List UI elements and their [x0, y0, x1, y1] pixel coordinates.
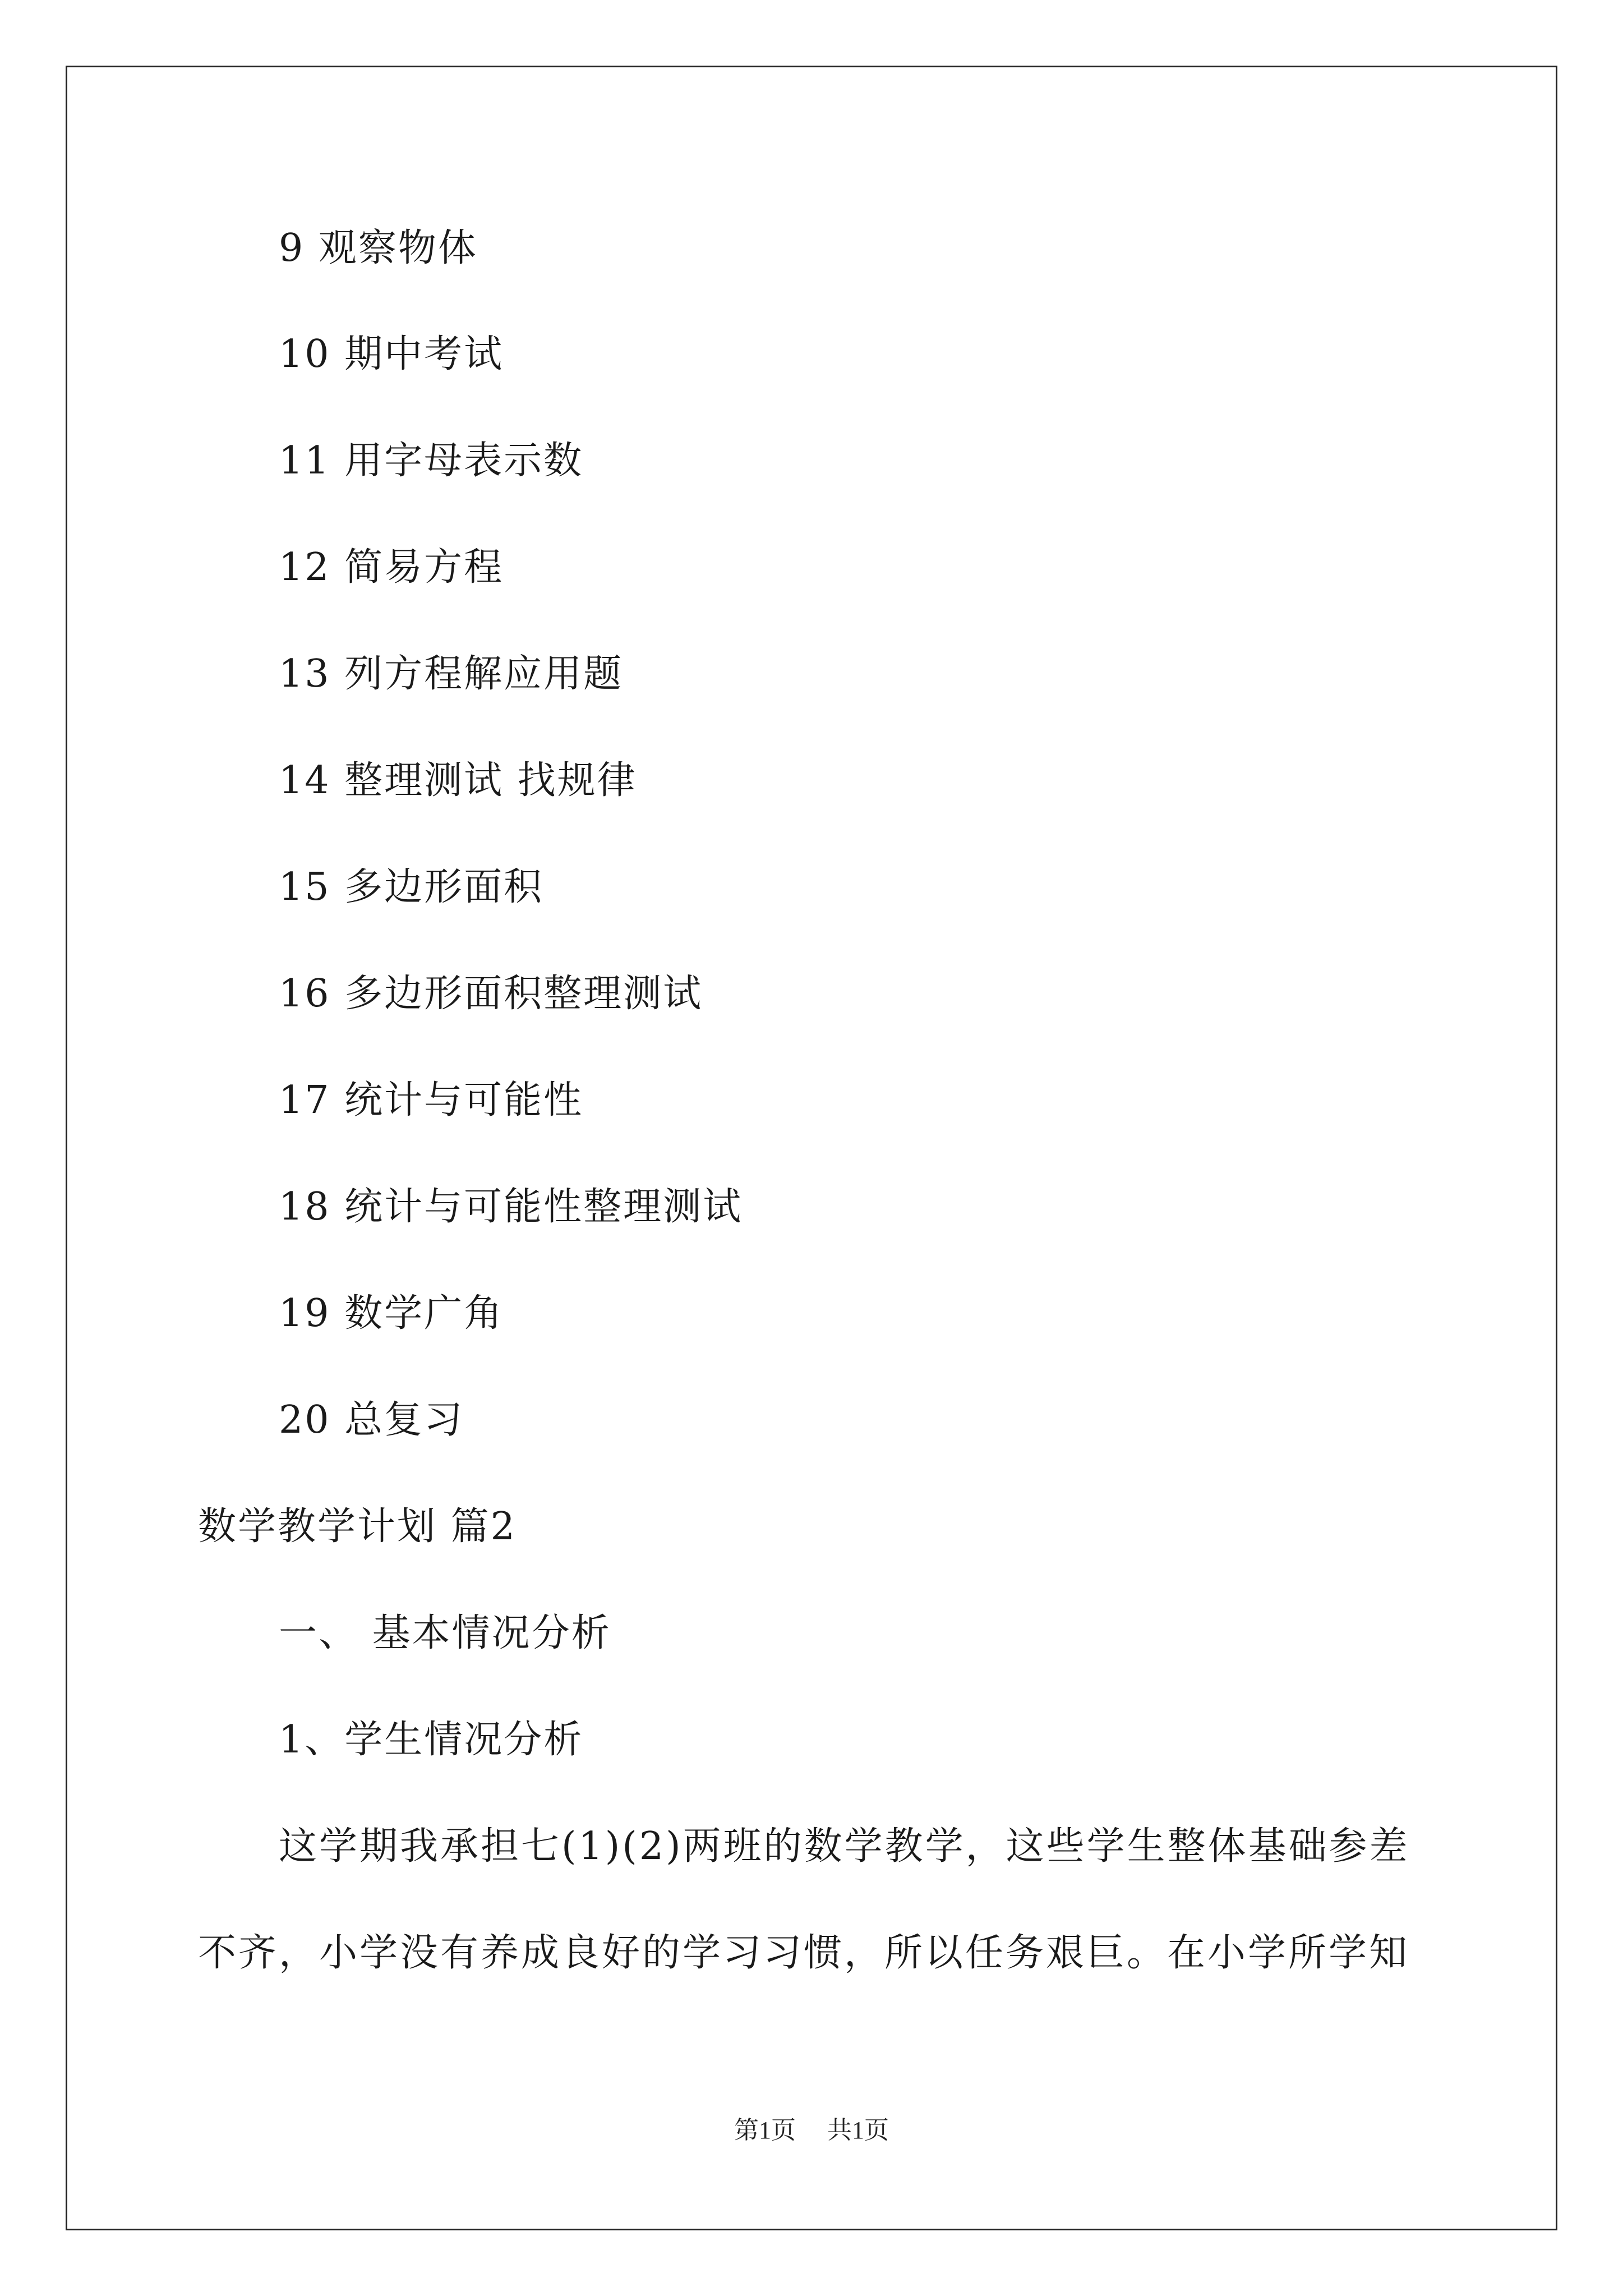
week-number: 11	[279, 439, 331, 483]
schedule-item	[279, 972, 703, 1016]
week-topic: 整理测试 找规律	[344, 758, 637, 803]
week-topic: 简易方程	[344, 545, 504, 590]
week-topic: 期中考试	[344, 332, 504, 376]
schedule-item	[279, 1078, 583, 1123]
week-number: 17	[279, 1078, 331, 1122]
week-topic: 统计与可能性整理测试	[344, 1185, 743, 1229]
schedule-item	[279, 226, 478, 271]
page-total: 共1页	[827, 2116, 889, 2144]
subheading-basic-situation: 一、 基本情况分析	[279, 1611, 611, 1655]
week-topic: 列方程解应用题	[344, 652, 624, 696]
schedule-item	[279, 652, 623, 697]
week-number: 15	[279, 865, 331, 909]
schedule-item	[279, 1291, 504, 1336]
week-number: 20	[279, 1398, 331, 1442]
week-number: 9	[279, 226, 305, 270]
subheading-student-analysis: 1、学生情况分析	[279, 1718, 584, 1762]
week-topic: 统计与可能性	[344, 1078, 584, 1122]
schedule-item	[279, 439, 583, 484]
week-topic: 多边形面积	[344, 865, 544, 909]
page-number: 第1页	[734, 2116, 796, 2144]
week-number: 18	[279, 1185, 331, 1229]
week-number: 16	[279, 972, 331, 1016]
week-number: 13	[279, 652, 331, 696]
paragraph-line: 不齐，小学没有养成良好的学习习惯，所以任务艰巨。在小学所学知	[198, 1931, 1410, 1975]
week-number: 10	[279, 332, 331, 376]
week-topic: 多边形面积整理测试	[344, 972, 703, 1016]
week-number: 14	[279, 758, 331, 803]
week-number: 12	[279, 545, 331, 590]
schedule-item	[279, 865, 543, 910]
week-topic: 用字母表示数	[344, 439, 584, 483]
page-border	[66, 66, 1557, 2230]
schedule-item	[279, 332, 504, 377]
week-topic: 数学广角	[344, 1291, 504, 1336]
schedule-item	[279, 1185, 743, 1230]
week-number: 19	[279, 1291, 331, 1336]
schedule-item	[279, 758, 637, 803]
schedule-item	[279, 545, 504, 590]
page-footer	[0, 2114, 1623, 2147]
paragraph-line: 这学期我承担七(1)(2)两班的数学教学，这些学生整体基础参差	[279, 1824, 1410, 1869]
week-topic: 总复习	[344, 1398, 464, 1442]
week-topic: 观察物体	[318, 226, 478, 270]
schedule-item	[279, 1398, 464, 1443]
section-heading: 数学教学计划 篇2	[198, 1504, 517, 1549]
